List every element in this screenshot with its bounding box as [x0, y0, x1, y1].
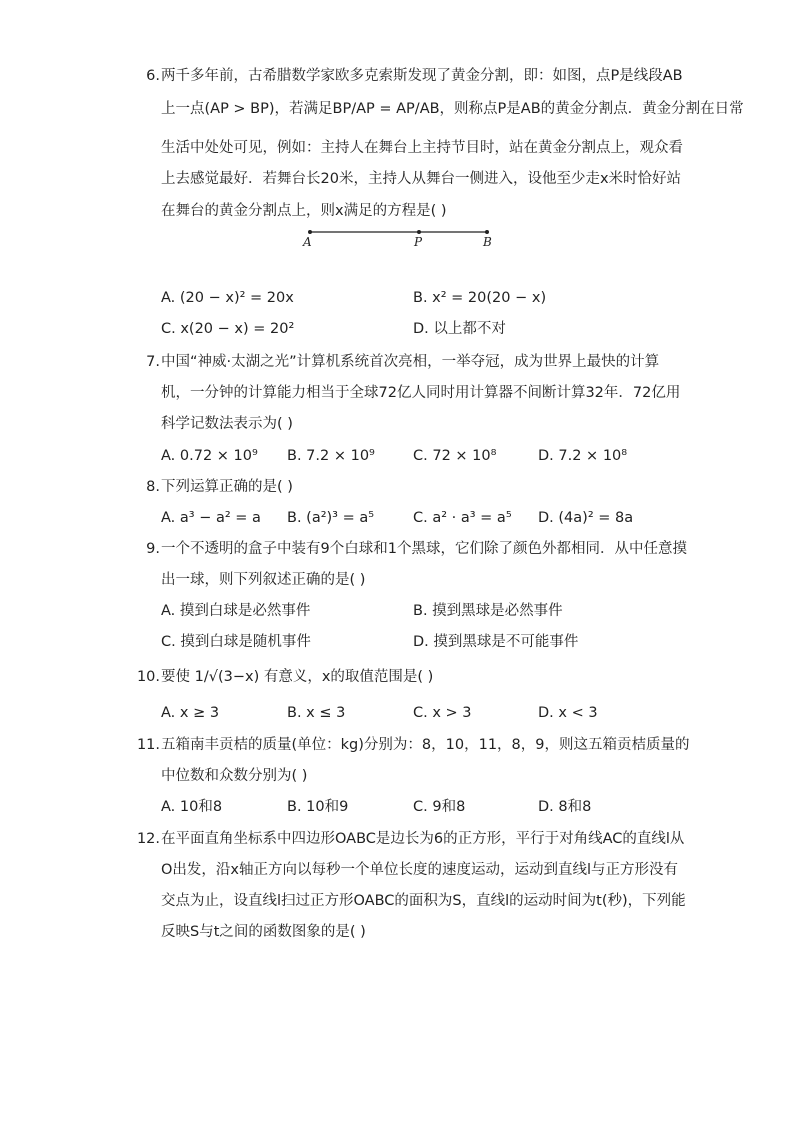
- question-text-line: 一个不透明的盒子中装有9个白球和1个黑球，它们除了颜色外都相同．从中任意摸: [161, 541, 687, 557]
- question-number: 10.: [136, 669, 160, 685]
- option-a[interactable]: [161, 797, 222, 817]
- option-b[interactable]: [413, 288, 546, 308]
- option-text: 摸到黑球是不可能事件: [433, 634, 579, 650]
- option-label: D.: [413, 321, 429, 337]
- point-b-dot: [485, 230, 489, 234]
- question-text-line: 反映S与t之间的函数图象的是( ): [161, 924, 366, 940]
- option-a[interactable]: [161, 288, 294, 308]
- question-text-line: 上去感觉最好．若舞台长20米，主持人从舞台一侧进入，设他至少走x米时恰好站: [161, 171, 682, 187]
- option-text: 0.72 × 10⁹: [179, 448, 258, 464]
- question-text-line: 在舞台的黄金分割点上，则x满足的方程是( ): [161, 203, 447, 219]
- question-text-line: 机，一分钟的计算能力相当于全球72亿人同时用计算器不间断计算32年．72亿用: [161, 385, 681, 401]
- option-text: x(20 − x) = 20²: [180, 321, 295, 337]
- option-text: a² · a³ = a⁵: [432, 510, 512, 526]
- question-text-line: 交点为止，设直线l扫过正方形OABC的面积为S，直线l的运动时间为t(秒)，下列能: [161, 893, 686, 909]
- question-text-line: 中位数和众数分别为( ): [161, 768, 308, 784]
- option-text: 10和8: [179, 799, 223, 815]
- option-label: D.: [413, 634, 429, 650]
- option-label: B.: [287, 705, 302, 721]
- option-text: 摸到黑球是必然事件: [432, 603, 563, 619]
- option-b[interactable]: [287, 797, 348, 817]
- question-text-line: 出一球，则下列叙述正确的是( ): [161, 572, 366, 588]
- point-a-dot: [308, 230, 312, 234]
- option-text: 72 × 10⁸: [432, 448, 497, 464]
- option-label: B.: [413, 603, 428, 619]
- option-label: A.: [161, 799, 176, 815]
- point-p-dot: [417, 230, 421, 234]
- option-label: D.: [538, 448, 554, 464]
- option-text: (4a)² = 8a: [558, 510, 634, 526]
- option-a[interactable]: [161, 446, 258, 466]
- option-label: D.: [538, 799, 554, 815]
- option-label: B.: [413, 290, 428, 306]
- option-a[interactable]: [161, 508, 261, 528]
- option-c[interactable]: [413, 508, 512, 528]
- option-text: 9和8: [432, 799, 466, 815]
- segment-ab-figure: [295, 222, 505, 254]
- option-text: 8和8: [558, 799, 592, 815]
- question-number: 11.: [136, 737, 160, 753]
- question-text-line: 五箱南丰贡桔的质量(单位：kg)分别为：8，10，11，8，9，则这五箱贡桔质量的: [161, 737, 690, 753]
- question-text-line: O出发，沿x轴正方向以每秒一个单位长度的速度运动，运动到直线l与正方形没有: [161, 862, 679, 878]
- option-d[interactable]: [413, 632, 578, 652]
- option-label: C.: [413, 705, 428, 721]
- option-b[interactable]: [287, 703, 345, 723]
- option-c[interactable]: [161, 632, 311, 652]
- option-text: a³ − a² = a: [179, 510, 261, 526]
- option-c[interactable]: [413, 703, 472, 723]
- option-a[interactable]: [161, 601, 310, 621]
- question-text-line: 两千多年前，古希腊数学家欧多克索斯发现了黄金分割，即：如图，点P是线段AB: [161, 68, 683, 84]
- option-text: x ≥ 3: [179, 705, 220, 721]
- question-text-line: 中国“神威·太湖之光”计算机系统首次亮相，一举夺冠，成为世界上最快的计算: [161, 354, 660, 370]
- option-label: D.: [538, 510, 554, 526]
- option-text: x ≤ 3: [306, 705, 346, 721]
- option-label: C.: [413, 448, 428, 464]
- option-text: x > 3: [432, 705, 472, 721]
- question-text-line: 科学记数法表示为( ): [161, 416, 293, 432]
- option-text: 10和9: [306, 799, 349, 815]
- option-label: B.: [287, 448, 302, 464]
- option-text: x² = 20(20 − x): [432, 290, 547, 306]
- question-number: 8.: [146, 479, 160, 495]
- option-label: A.: [161, 603, 176, 619]
- question-number: 9.: [146, 541, 160, 557]
- option-text: 摸到白球是随机事件: [180, 634, 311, 650]
- option-label: A.: [161, 705, 176, 721]
- question-text-line: 要使 1/√(3−x) 有意义，x的取值范围是( ): [161, 669, 434, 685]
- option-b[interactable]: [287, 508, 374, 528]
- option-label: A.: [161, 290, 176, 306]
- question-number: 7.: [146, 354, 160, 370]
- option-text: 7.2 × 10⁹: [306, 448, 375, 464]
- point-b-label: B: [483, 235, 492, 249]
- option-c[interactable]: [161, 319, 294, 339]
- option-label: C.: [161, 321, 176, 337]
- question-text-line: 在平面直角坐标系中四边形OABC是边长为6的正方形，平行于对角线AC的直线l从: [161, 831, 685, 847]
- option-c[interactable]: [413, 446, 496, 466]
- option-d[interactable]: [538, 508, 633, 528]
- option-label: D.: [538, 705, 554, 721]
- option-label: B.: [287, 510, 302, 526]
- option-label: C.: [413, 799, 428, 815]
- option-text: 以上都不对: [433, 321, 506, 337]
- question-text-line: 生活中处处可见，例如：主持人在舞台上主持节目时，站在黄金分割点上，观众看: [161, 140, 683, 156]
- option-b[interactable]: [287, 446, 375, 466]
- option-text: x < 3: [558, 705, 598, 721]
- option-label: B.: [287, 799, 302, 815]
- option-text: 摸到白球是必然事件: [179, 603, 311, 619]
- option-c[interactable]: [413, 797, 465, 817]
- option-d[interactable]: [538, 446, 627, 466]
- question-text-line: 下列运算正确的是( ): [161, 479, 293, 495]
- question-number: 6.: [146, 68, 160, 84]
- option-text: 7.2 × 10⁸: [558, 448, 628, 464]
- option-label: A.: [161, 448, 176, 464]
- point-p-label: P: [414, 235, 423, 249]
- option-d[interactable]: [538, 703, 598, 723]
- option-a[interactable]: [161, 703, 219, 723]
- option-d[interactable]: [413, 319, 506, 339]
- point-a-label: A: [303, 235, 312, 249]
- option-label: C.: [413, 510, 428, 526]
- option-text: (20 − x)² = 20x: [179, 290, 294, 306]
- option-label: A.: [161, 510, 176, 526]
- option-b[interactable]: [413, 601, 563, 621]
- question-number: 12.: [136, 831, 160, 847]
- option-label: C.: [161, 634, 176, 650]
- question-text-line: 上一点(AP > BP)，若满足BP/AP = AP/AB，则称点P是AB的黄金分割点．黄金分割在日常: [161, 101, 744, 117]
- option-d[interactable]: [538, 797, 591, 817]
- option-text: (a²)³ = a⁵: [306, 510, 375, 526]
